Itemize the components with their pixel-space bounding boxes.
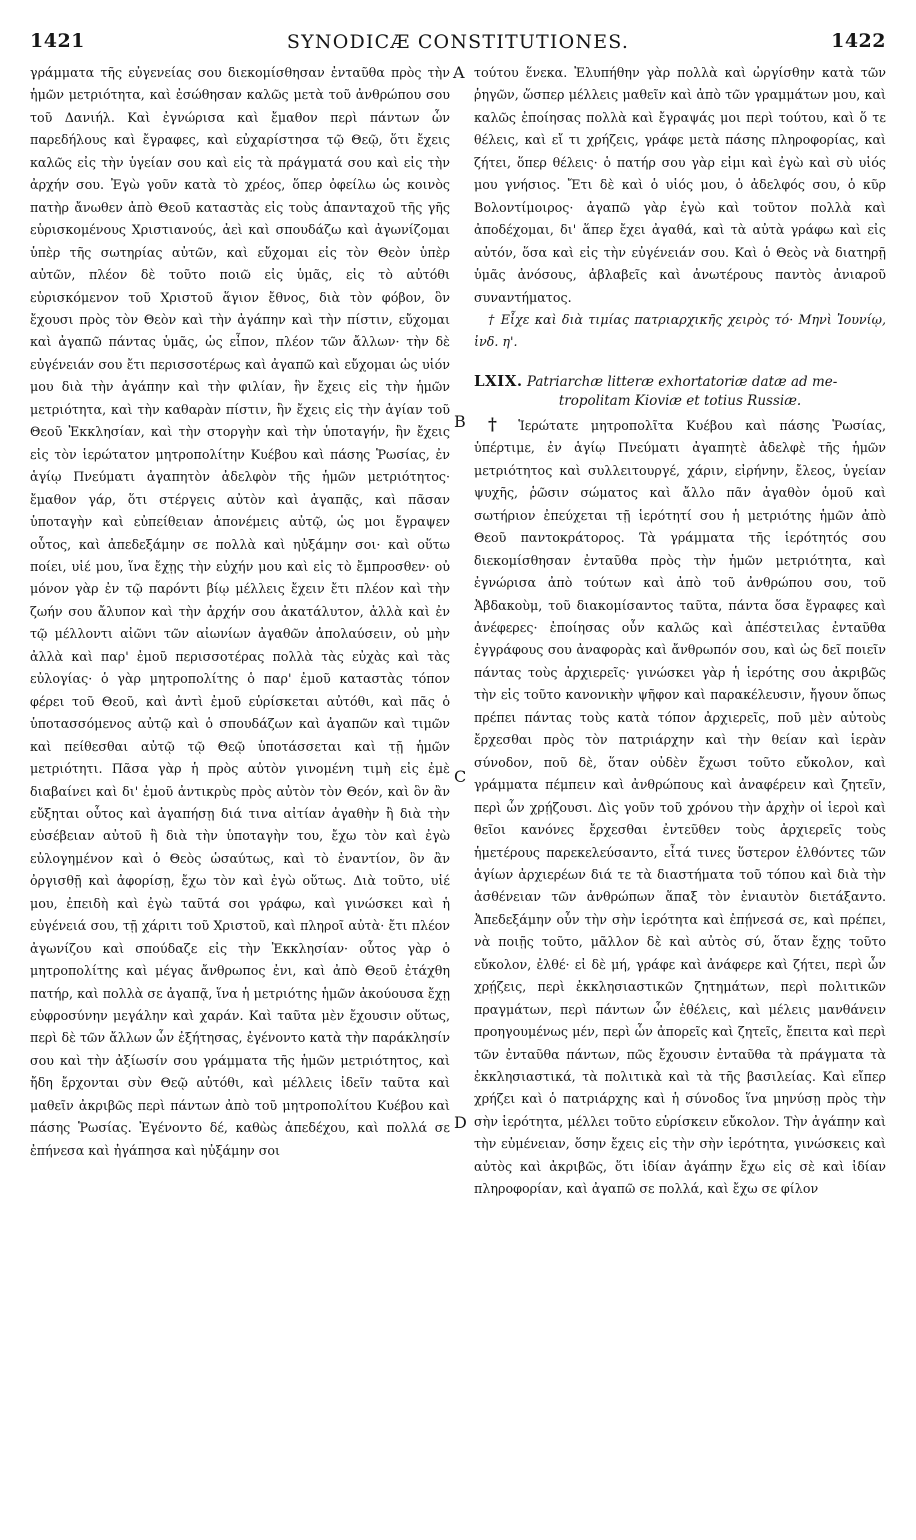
right-column <box>474 62 886 1532</box>
left-column-text: γράμματα τῆς εὐγενείας σου διεκομίσθησαν ἐνταῦθα πρὸς τὴν ἡμῶν μετριότητα, καὶ ἐσώθησαν καλῶς μετὰ τοῦ ἀνθρώπου σου τοῦ Δανιήλ. Καὶ ἐγνώρισα καὶ ἔμαθον περὶ πάντων ὧν παρεδήλους καὶ ἔγραφες, καὶ εὐχαρίστησα τῷ Θεῷ, ὅτι ἔχεις καλῶς εἰς τὴν ὑγείαν σου καὶ εἰς τὰ πράγματά σου καὶ εἰς τὴν ἀρχήν σου. Ἐγὼ γοῦν κατὰ τὸ χρέος, ὅπερ ὀφείλω ὡς κοινὸς πατὴρ ἄνωθεν ἀπὸ Θεοῦ καταστὰς εἰς τοὺς ἁπανταχοῦ τῆς γῆς εὑρισκομένους Χριστιανούς, ἀεὶ καὶ σπουδάζω καὶ ἀγωνίζομαι ὑπὲρ τῆς σωτηρίας αὐτῶν, καὶ εὔχομαι εἰς τὸν Θεὸν ὑπὲρ αὐτῶν, πλέον δὲ τοῦτο ποιῶ εἰς ὑμᾶς, εἰς τὸ αὐτόθι εὑρισκόμενον τοῦ Χριστοῦ ἅγιον ἔθνος, διὰ τὸν φόβον, ὃν ἔχουσι πρὸς τὸν Θεὸν καὶ τὴν ἀγάπην καὶ τὴν πίστιν, εὔχομαι καὶ ἀγαπῶ πάντας ὑμᾶς, ὡς εἶπον, πλέον τῶν ἄλλων· τὴν δὲ εὐγένειάν σου ἔτι περισσοτέρως καὶ ἀγαπῶ καὶ εὔχομαι ὡς υἱόν μου διὰ τὴν ἀγάπην καὶ τὴν φιλίαν, ἣν ἔχεις εἰς τὴν ἡμῶν μετριότητα, καὶ τὴν καθαρὰν πίστιν, ἣν ἔχεις εἰς τὴν ἁγίαν τοῦ Θεοῦ Ἐκκλησίαν, καὶ τὴν στοργὴν καὶ τὴν ὑποταγήν, ἣν ἔχεις εἰς τὸν ἱερώτατον μητροπολίτην Κυέβου καὶ πάσης Ῥωσίας, ἐν ἁγίῳ Πνεύματι ἀγαπητὸν ἀδελφὸν τῆς ἡμῶν μετριότητος· ἔμαθον γάρ, ὅτι στέργεις αὐτὸν καὶ ἀγαπᾷς, καὶ πᾶσαν ὑποταγὴν καὶ εὐπείθειαν ἀπονέμεις αὐτῷ, ὡς μοι ἔγραψεν οὗτος, καὶ ἀπεδεξάμην σε πολλὰ καὶ ηὐξάμην σοι· καὶ οὕτω ποίει, υἱέ μου, ἵνα ἔχῃς τὴν εὐχήν μου καὶ εἰς τὸ ἔμπροσθεν· οὐ μόνον γὰρ ἐν τῷ παρόντι βίῳ μέλλεις ἔχειν ἔτι πλέον καὶ τὴν ζωήν σου ἄλυπον καὶ τὴν ἀρχήν σου ἀκατάλυτον, ἀλλὰ καὶ ἐν τῷ μέλλοντι αἰῶνι τῶν αἰωνίων ἀγαθῶν ἀπολαύσειν, οὐ μὴν ἀλλὰ καὶ παρ' ἐμοῦ περισσοτέρας πολλὰ τὰς εὐχὰς καὶ τὰς εὐλογίας· ὁ γὰρ μητροπολίτης ὁ παρ' ἐμοῦ καταστὰς τόπον φέρει τοῦ Θεοῦ, καὶ ἀντὶ ἐμοῦ εὑρίσκεται αὐτόθι, καὶ πᾶς ὁ ὑποτασσόμενος αὐτῷ καὶ ὁ σπουδάζων καὶ ἀγαπῶν καὶ τιμῶν καὶ πείθεσθαι αὐτῷ τῷ Θεῷ ὑποτάσσεται καὶ τῇ ἡμῶν μετριότητι. Πᾶσα γὰρ ἡ πρὸς αὐτὸν γινομένη τιμὴ εἰς ἐμὲ διαβαίνει καὶ δι' ἐμοῦ ἀντικρὺς πρὸς αὐτὸν τὸν Θεόν, καὶ ὃν ἂν εὔξηται οὗτος καὶ ἀγαπήσῃ διά τινα αἰτίαν ἀγαθὴν ἢ διὰ τὴν εὐσέβειαν αὐτοῦ ἢ διὰ τὴν ὑποταγὴν του, ἔχω τὸν καὶ ἐγὼ εὐλογημένον καὶ ὁ Θεὸς ὡσαύτως, καὶ τὸ ἐναντίον, ὃν ἂν ὀργισθῇ καὶ ἀφορίσῃ, ἔχω τὸν καὶ ἐγὼ οὕτως. Διὰ τοῦτο, υἱέ μου, ἐπειδὴ καὶ ἐγὼ ταῦτά σοι γράφω, καὶ γινώσκει καὶ ἡ εὐγένειά σου, τῇ χάριτι τοῦ Χριστοῦ, καὶ πληροῖ αὐτὰ· ἔτι πλέον ἀγωνίζου καὶ σπούδαζε εἰς τὴν Ἐκκλησίαν· οὗτος γὰρ ὁ μητροπολίτης καὶ μέγας ἄνθρωπος ἐνι, καὶ ἀπὸ Θεοῦ ἐτάχθη πατήρ, καὶ πολλὰ σε ἀγαπᾷ, ἵνα ἡ μετριότης ἡμῶν ἀκούουσα ἔχῃ εὐφροσύνην μεγάλην καὶ χαράν. Καὶ ταῦτα μὲν ἔχουσιν οὕτως, περὶ δὲ τῶν ἄλλων ὧν ἐξήτησας, ἐγένοντο κατὰ τὴν παράκλησίν σου καὶ τὴν ἀξίωσίν σου γράμματα τῆς ἡμῶν μετριότητος, καὶ ἤδη ἔρχονται σὺν Θεῷ αὐτόθι, καὶ μέλλεις ἰδεῖν ταῦτα καὶ μαθεῖν ἀκριβῶς περὶ πάντων ἀπὸ τοῦ μητροπολίτου Κυέβου καὶ πάσης Ῥωσίας. Ἐγένοντο δέ, καθὼς ἀπεδέχου, καὶ πολλά σε ἐπήνεσα καὶ ἠγάπησα καὶ ηὐξάμην σοι <box>30 65 450 1158</box>
margin-letter-b: B <box>454 412 466 431</box>
page-number-right: 1422 <box>831 30 886 52</box>
patriarchal-signature-note: † Εἶχε καὶ διὰ τιμίας πατριαρχικῆς χειρὸς τό· Μηνὶ Ἰουνίῳ, ἰνδ. η'. <box>474 311 886 350</box>
page-number-left: 1421 <box>30 30 85 52</box>
margin-letter-d: D <box>454 1113 467 1132</box>
heading-line-2: tropolitam Kioviæ et totius Russiæ. <box>558 392 802 409</box>
margin-letter-c: C <box>454 767 467 786</box>
letter-conclusion: τούτου ἕνεκα. Ἐλυπήθην γὰρ πολλὰ καὶ ὠργίσθην κατὰ τῶν ῥηγῶν, ὥσπερ μέλλεις μαθεῖν καὶ ἀπὸ τῶν γραμμάτων μου, καὶ καλῶς ἐποίησας πολλὰ καὶ ἔγραψάς μοι περὶ τούτου, καὶ ὅ τε θέλεις, καὶ εἴ τι χρήζεις, γράφε μετὰ πάσης πληροφορίας, καὶ ζήτει, ὅπερ θέλεις· ὁ πατήρ σου γὰρ εἰμι καὶ ἐγὼ καὶ σὺ υἱός μου γνήσιος. Ἔτι δὲ καὶ ὁ υἱός μου, ὁ ἀδελφός σου, ὁ κῦρ Βολοντίμοιρος· ἀγαπῶ γὰρ ἐγὼ καὶ τοῦτον πολλὰ καὶ ἀποδέχομαι, δι' ἅπερ ἔχει ἀγαθά, καὶ τὰ αὐτὰ γράφω καὶ εἰς αὐτόν, ὅσα καὶ εἰς τὴν εὐγένειάν σου. Καὶ ὁ Θεὸς νὰ διατηρῇ ὑμᾶς ἀνόσους, ἀβλαβεῖς καὶ ἀνωτέρους παντὸς ἀνιαροῦ συναντήματος. <box>474 65 886 305</box>
letter-body-text: Ἱερώτατε μητροπολῖτα Κυέβου καὶ πάσης Ῥωσίας, ὑπέρτιμε, ἐν ἁγίῳ Πνεύματι ἀγαπητὲ ἀδελφὲ τῆς ἡμῶν μετριότητος καὶ συλλειτουργέ, χάριν, εἰρήνην, ἔλεος, ὑγείαν ψυχῆς, ῥῶσιν σώματος καὶ ἄλλο πᾶν ἀγαθὸν ὁμοῦ καὶ σωτήριον ἐπεύχεται τῇ ἱερότητί σου ἡ μετριότης ἡμῶν ἀπὸ Θεοῦ παντοκράτορος. Τὰ γράμματα τῆς ἱερότητός σου διεκομίσθησαν ἐνταῦθα πρὸς τὴν ἡμῶν μετριότητα, καὶ ἐγνώρισα ἀπὸ τούτων καὶ ἀπὸ τοῦ ἀνθρώπου σου, τοῦ Ἀβδακοὺμ, τοῦ διακομίσαντος ταῦτα, πάντα ὅσα ἔγραφες καὶ ἀνέφερες· ἐποίησας οὖν καλῶς καὶ ἀπέστειλας ἐνταῦθα ἐγγράφους σου ἀναφορὰς καὶ ἄνθρωπόν σου, καὶ ὡς δεῖ ποιεῖν πάντας τοὺς ἀρχιερεῖς· γινώσκει γὰρ ἡ ἱερότης σου ἀκριβῶς τὴν εἰς τοῦτο κανονικὴν ψῆφον καὶ παρακέλευσιν, ἤγουν ὅπως πρέπει πάντας τοὺς κατὰ τόπον ἀρχιερεῖς, ποῦ μὲν αὐτοὺς ἔρχεσθαι πρὸς τὸν πατριάρχην καὶ τὴν θείαν καὶ ἱερὰν σύνοδον, ποῦ δὲ, ὅταν οὐδὲν ἔχωσι τοῦτο εὔκολον, καὶ γράμματα πέμπειν καὶ ἀνθρώπους καὶ ἀναφέρειν καὶ ζητεῖν, περὶ ὧν χρῄζουσι. Δὶς γοῦν τοῦ χρόνου τὴν ἀρχὴν οἱ ἱεροὶ καὶ θεῖοι κανόνες ἔρχεσθαι ἐντεῦθεν τοὺς ἀρχιερεῖς τοὺς ἡμετέρους παρεκελεύσαντο, εἶτά τινες ὕστερον ἐλθόντες τῶν ἁγίων ἀρχιερέων διά τε τὰ διαστήματα τοῦ τόπου καὶ διὰ τὴν ἀσθένειαν τῶν ἀνθρώπων ἅπαξ τὸν ἐνιαυτὸν διετάξαντο. Ἀπεδεξάμην οὖν τὴν σὴν ἱερότητα καὶ ἐπῄνεσά σε, καὶ πρέπει, νὰ ποιῇς τοῦτο, μᾶλλον δὲ καὶ αὐτὸς σύ, ὅταν ἔχῃς τοῦτο εὔκολον, ἐλθέ· εἰ δὲ μή, γράφε καὶ ἀνάφερε καὶ ζήτει, περὶ ὧν χρῄζεις, περὶ ἐκκλησιαστικῶν ζητημάτων, περὶ πολιτικῶν πραγμάτων, περὶ πάντων ὧν ἐθέλεις, καὶ μέλεις μανθάνειν προηγουμένως μέν, περὶ ὧν ἀπορεῖς καὶ ζητεῖς, ἔπειτα καὶ περὶ τῶν ἐνταῦθα πάντων, πῶς ἔχουσιν ἐνταῦθα τὰ πράγματα τὰ ἐκκλησιαστικά, τὰ πολιτικὰ καὶ τὰ τῆς βασιλείας. Καὶ εἴπερ χρήζει καὶ ὁ πατριάρχης καὶ ἡ σύνοδος ἵνα μηνύσῃ πρὸς τὴν σὴν ἱερότητα, μέλλει τοῦτο εὑρίσκειν εὔκολον. Τὴν ἀγάπην καὶ τὴν εὐμένειαν, ὅσην ἔχεις εἰς τὴν σὴν ἱερότητα, γινώσκεις καὶ αὐτὸς καὶ ἀκριβῶς, ὅτι ἰδίαν ἀγάπην ἔχω εἰς σὲ καὶ ἰδίαν πληροφορίαν, καὶ ἀγαπῶ σε πολλά, καὶ ἔχω σε φίλον <box>474 417 886 1197</box>
running-head <box>30 30 886 56</box>
heading-text-1: Patriarchæ litteræ exhortatoriæ datæ ad me- <box>526 373 838 390</box>
running-title: SYNODICÆ CONSTITUTIONES. <box>286 31 630 53</box>
document-heading <box>474 372 886 411</box>
heading-line-1 <box>474 372 886 392</box>
left-column <box>30 62 450 1532</box>
cross-mark: † <box>488 414 506 435</box>
document-number: LXIX. <box>474 371 523 390</box>
letter-body <box>474 414 886 1201</box>
margin-letter-a: A <box>453 63 465 82</box>
